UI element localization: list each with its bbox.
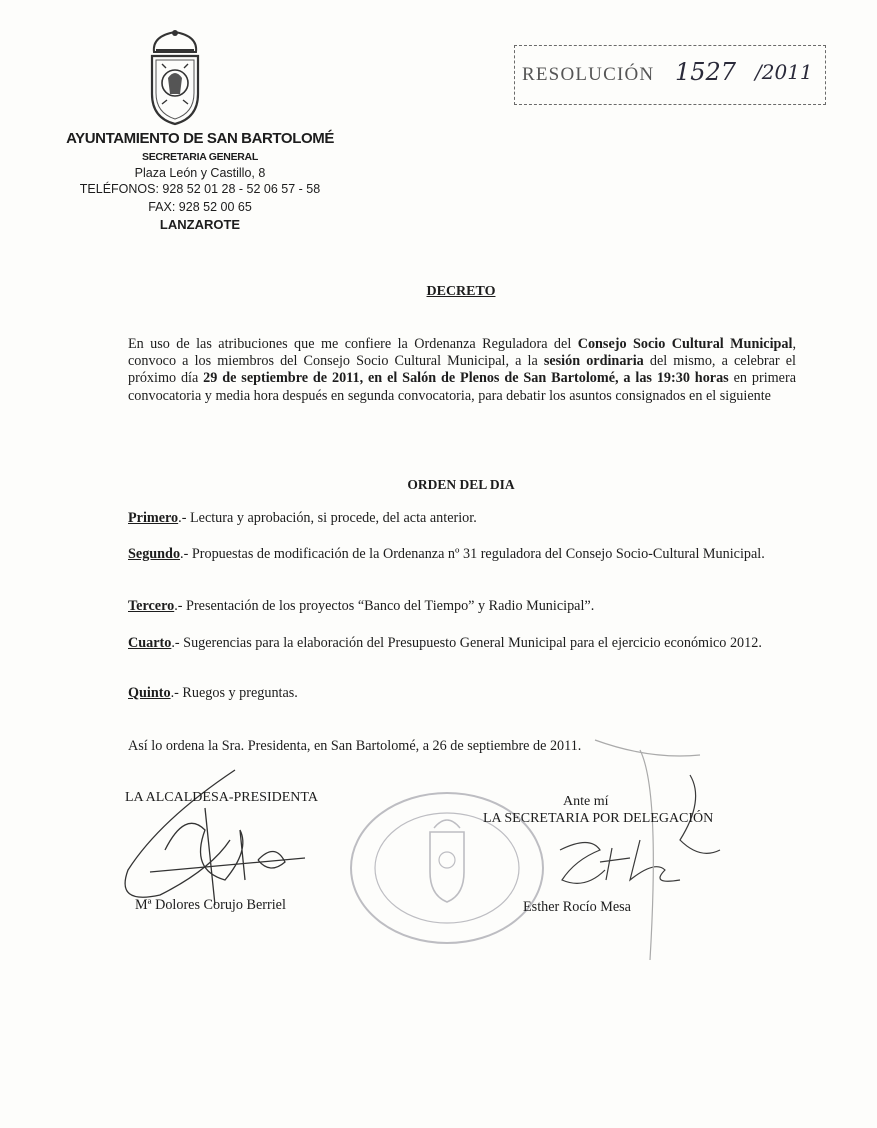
secretary-signature xyxy=(560,740,720,960)
agenda-item-text: .- Lectura y aprobación, si procede, del acta anterior. xyxy=(178,510,477,526)
island-name: LANZAROTE xyxy=(159,217,241,232)
body-text: , convoco a los miembros del Consejo Socio Cultural Municipal, a la xyxy=(128,336,796,370)
mayor-name: Mª Dolores Corujo Berriel xyxy=(135,897,286,913)
department-name: SECRETARIA GENERAL xyxy=(142,151,258,163)
body-bold-council: Consejo Socio Cultural Municipal xyxy=(577,336,793,352)
agenda-item-label: Tercero xyxy=(128,598,175,614)
body-text: En uso de las atribuciones que me confiere la Ordenanza Reguladora del xyxy=(128,336,578,352)
agenda-item-text: .- Propuestas de modificación de la Ordenanza nº 31 reguladora del Consejo Socio-Cultural Municipal. xyxy=(180,546,765,562)
resolution-number: 1527 xyxy=(675,58,737,86)
secretary-role: LA SECRETARIA POR DELEGACIÓN xyxy=(483,811,714,826)
agenda-item-text: .- Sugerencias para la elaboración del Presupuesto General Municipal para el ejercicio económico 2012. xyxy=(171,635,762,651)
secretary-before: Ante mí xyxy=(563,794,609,809)
agenda-item-label: Primero xyxy=(128,510,179,526)
body-text: del mismo, a celebrar el próximo día xyxy=(128,353,796,387)
agenda-item-label: Cuarto xyxy=(128,635,172,651)
resolution-label: RESOLUCIÓN xyxy=(522,64,655,85)
body-text: en primera convocatoria y media hora después en segunda convocatoria, para debatir los asuntos consignados en el siguiente xyxy=(128,370,796,404)
document-title: DECRETO xyxy=(426,284,496,299)
closing-statement: Así lo ordena la Sra. Presidenta, en San Bartolomé, a 26 de septiembre de 2011. xyxy=(128,738,582,754)
address: Plaza León y Castillo, 8 xyxy=(134,166,266,180)
body-bold-session: sesión ordinaria xyxy=(543,353,644,370)
fax-number: FAX: 928 52 00 65 xyxy=(148,200,252,214)
agenda-item-text: .- Presentación de los proyectos “Banco del Tiempo” y Radio Municipal”. xyxy=(174,598,595,614)
secretary-name: Esther Rocío Mesa xyxy=(523,899,631,915)
mayor-role: LA ALCALDESA-PRESIDENTA xyxy=(125,790,318,805)
agenda-item-label: Segundo xyxy=(128,546,181,562)
agenda-item-text: .- Ruegos y preguntas. xyxy=(170,685,298,701)
body-bold-date-place: 29 de septiembre de 2011, en el Salón de Plenos de San Bartolomé, a las 19:30 horas xyxy=(203,370,729,387)
phone-numbers: TELÉFONOS: 928 52 01 28 - 52 06 57 - 58 xyxy=(79,182,321,196)
agenda-title: ORDEN DEL DIA xyxy=(407,477,515,492)
municipality-name: AYUNTAMIENTO DE SAN BARTOLOMÉ xyxy=(66,130,334,147)
agenda-item-label: Quinto xyxy=(128,685,171,701)
resolution-year: /2011 xyxy=(755,60,813,84)
